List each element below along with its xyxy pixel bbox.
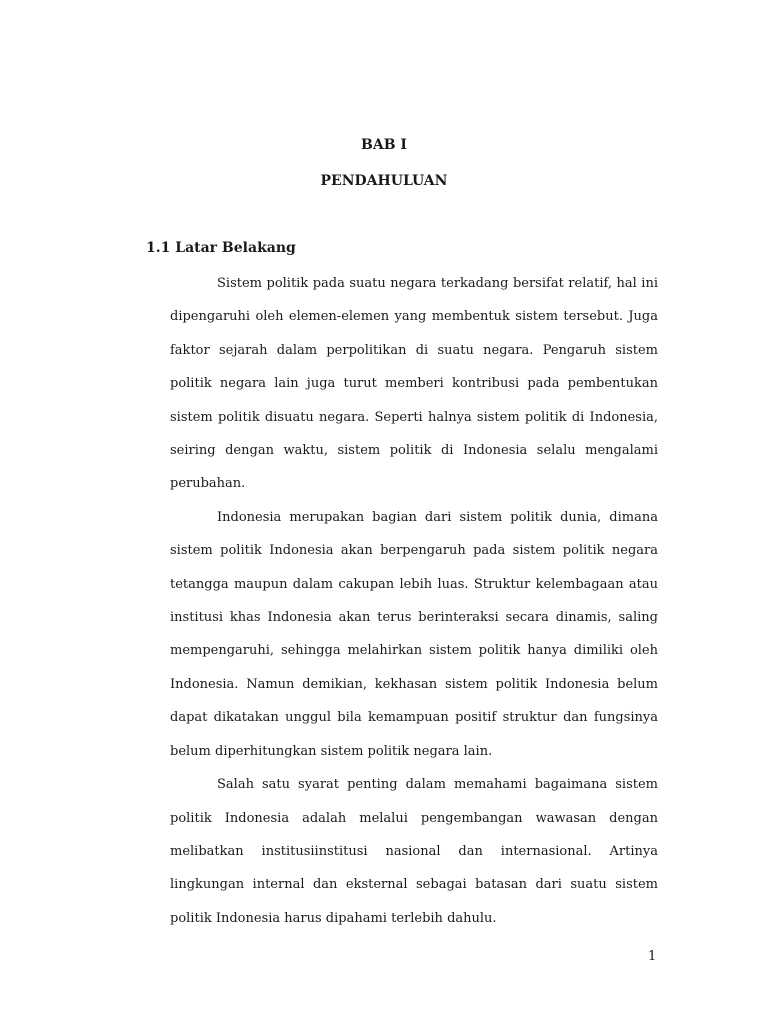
paragraph-2: Indonesia merupakan bagian dari sistem politik dunia, dimana sistem politik Indonesia akan berpengaruh pada sistem politik negara tetangga maupun dalam cakupan lebih luas. Struktur kelembagaan atau institusi khas Indonesia akan terus berinteraksi secara dinamis, saling mempengaruhi, sehingga melahirkan sistem politik hanya dimiliki oleh Indonesia. Namun demikian, kekhasan sistem politik Indonesia belum dapat dikatakan unggul bila kemampuan positif struktur dan fungsinya belum diperhitungkan sistem politik negara lain. bbox=[170, 509, 658, 759]
section-heading: 1.1 Latar Belakang bbox=[146, 240, 296, 256]
paragraph-1: Sistem politik pada suatu negara terkadang bersifat relatif, hal ini dipengaruhi oleh elemen-elemen yang membentuk sistem tersebut. Juga faktor sejarah dalam perpolitikan di suatu negara. Pengaruh sistem politik negara lain juga turut memberi kontribusi pada pembentukan sistem politik disuatu negara. Seperti halnya sistem politik di Indonesia, seiring dengan waktu, sistem politik di Indonesia selalu mengalami perubahan. bbox=[170, 276, 658, 492]
chapter-title: PENDAHULUAN bbox=[320, 173, 448, 189]
paragraph-3: Salah satu syarat penting dalam memahami bagaimana sistem politik Indonesia adalah melalui pengembangan wawasan dengan melibatkan institusiinstitusi nasional dan internasional. Artinya lingkungan internal dan eksternal sebagai batasan dari suatu sistem politik Indonesia harus dipahami terlebih dahulu. bbox=[170, 777, 658, 926]
chapter-number: BAB I bbox=[361, 137, 407, 153]
page-number: 1 bbox=[648, 949, 657, 964]
body-text bbox=[170, 267, 658, 935]
